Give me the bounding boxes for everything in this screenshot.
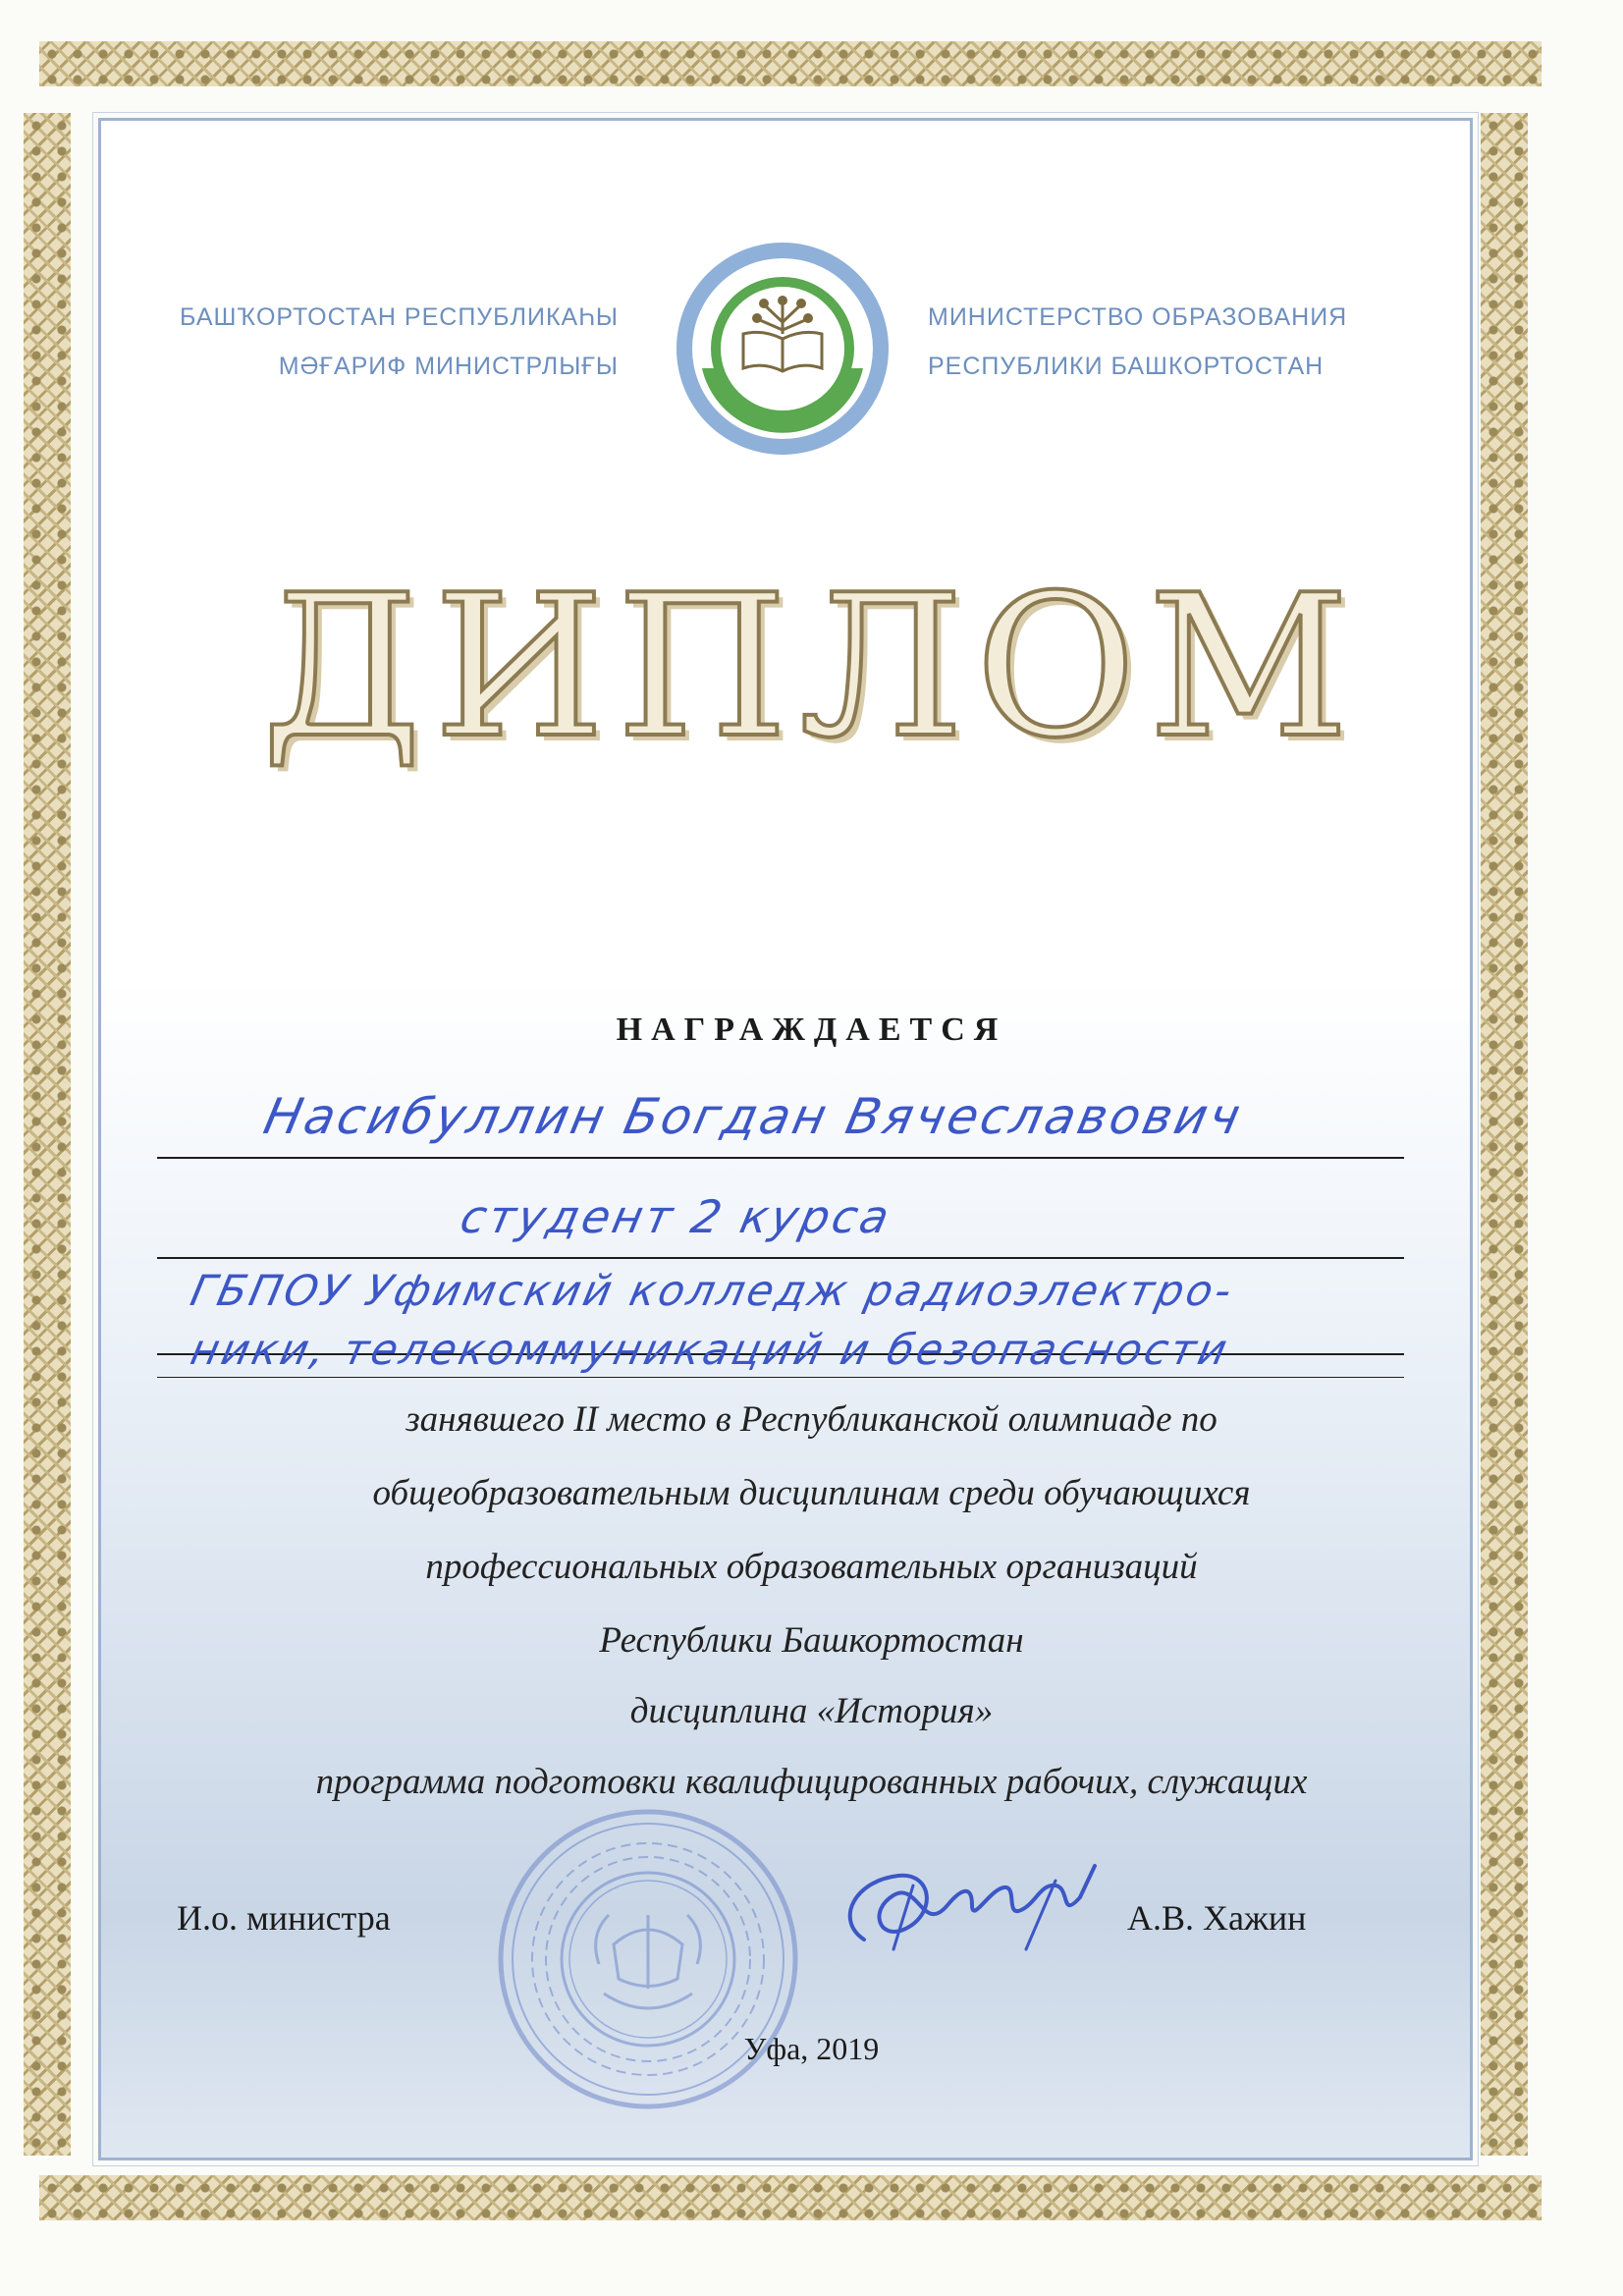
body-line-5: дисциплина «История» xyxy=(629,1691,994,1731)
ministry-russian-line2: РЕСПУБЛИКИ БАШКОРТОСТАН xyxy=(928,353,1325,380)
ornament-border-bottom xyxy=(39,2175,1542,2220)
body-line-1: занявшего II место в Республиканской олимпиаде по xyxy=(406,1399,1217,1440)
signatory-name: А.В. Хажин xyxy=(1127,1898,1307,1938)
name-underline xyxy=(157,1157,1404,1159)
recipient-course: студент 2 курса xyxy=(456,1190,897,1243)
body-line-6: программа подготовки квалифицированных рабочих, служащих xyxy=(315,1762,1308,1802)
diploma-title: ДИПЛОМ xyxy=(261,553,1362,782)
body-line-4: Республики Башкортостан xyxy=(599,1620,1024,1661)
ministry-bashkir-line1: БАШҠОРТОСТАН РЕСПУБЛИКАҺЫ xyxy=(180,303,619,331)
ministry-name-russian xyxy=(928,300,1380,398)
recipient-name: Насибуллин Богдан Вячеславович xyxy=(258,1088,1249,1145)
recipient-institution-line1: ГБПОУ Уфимский колледж радиоэлектро- xyxy=(186,1267,1239,1316)
signatory-role: И.о. министра xyxy=(177,1898,391,1938)
body-line-3: профессиональных образовательных организаций xyxy=(425,1547,1198,1587)
ministry-bashkir-line2: МӘҒАРИФ МИНИСТРЛЫҒЫ xyxy=(278,353,619,380)
body-line-2: общеобразовательным дисциплинам среди обучающихся xyxy=(372,1473,1251,1513)
official-stamp-icon xyxy=(486,1797,810,2121)
ministry-russian-line1: МИНИСТЕРСТВО ОБРАЗОВАНИЯ xyxy=(928,303,1348,331)
handwritten-signature-icon xyxy=(825,1827,1119,1974)
ornament-border-top xyxy=(39,41,1542,86)
awarded-label: НАГРАЖДАЕТСЯ xyxy=(616,1011,1007,1048)
ornament-border-right xyxy=(1481,113,1528,2156)
course-underline xyxy=(157,1257,1404,1259)
recipient-institution-line2: ники, телекоммуникаций и безопасности xyxy=(186,1326,1234,1375)
ornament-border-left xyxy=(24,113,71,2156)
ministry-name-bashkir xyxy=(167,300,619,398)
place-and-year: Уфа, 2019 xyxy=(743,2031,880,2066)
institution-underline-2 xyxy=(157,1377,1404,1378)
ministry-emblem-icon xyxy=(670,236,895,462)
